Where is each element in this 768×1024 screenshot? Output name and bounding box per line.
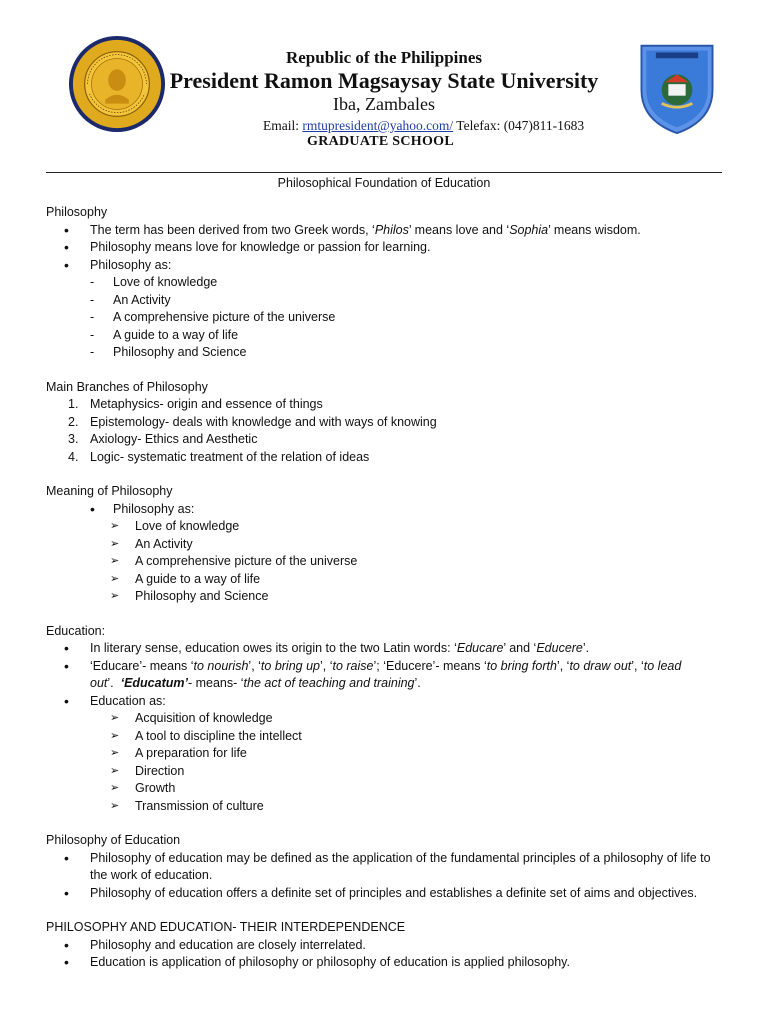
list-item: ➢ Acquisition of knowledge [46,710,726,728]
text-span: to raise [332,658,374,673]
meaning-arrow-list [46,518,726,606]
list-item: • Philosophy as: [46,257,726,275]
text-span: ’, ‘ [248,658,261,673]
text-span: to bring forth [486,658,557,673]
telefax-text: Telefax: (047)811-1683 [453,118,585,133]
section-heading-philosophy-of-education: Philosophy of Education [46,833,181,847]
email-link[interactable]: rmtupresident@yahoo.com/ [302,118,454,133]
list-item: • Education is application of philosophy or philosophy of education is applied philosophy. [46,954,726,972]
section-heading-philosophy: Philosophy [46,205,108,219]
list-item: • Philosophy and education are closely interrelated. [46,937,726,955]
text-span: Metaphysics- origin and essence of things [90,397,323,411]
text-span: ’ means wisdom. [548,222,641,237]
education-bullets [46,640,726,710]
branches-list [46,396,726,466]
list-item: ➢ Direction [46,763,726,781]
list-item: ➢ An Activity [46,536,726,554]
document-body [46,204,726,972]
text-span: In literary sense, education owes its origin to the two Latin words: ‘ [90,641,457,655]
list-item: 1. Metaphysics- origin and essence of things [68,397,323,411]
text-span: ‘Educare’- means ‘ [90,658,194,673]
text-span: ‘Educatum’ [120,676,188,690]
meaning-bullets [46,501,726,519]
document-title: Philosophical Foundation of Education [277,176,491,190]
list-item: • Education as: [46,693,726,711]
header-republic: Republic of the Philippines [285,48,482,67]
text-span: ’, ‘ [320,658,333,673]
header-city: Iba, Zambales [333,94,435,114]
text-span: Epistemology- deals with knowledge and with ways of knowing [90,414,437,429]
list-item: • Philosophy of education may be defined as the application of the fundamental principles of a philosophy of life to the work of education. [46,850,726,885]
list-item: ➢ Philosophy and Science [46,588,726,606]
philosophy-bullets [46,222,726,275]
header-divider [46,172,722,173]
list-item: 3. Axiology- Ethics and Aesthetic [68,432,258,446]
text-span: Axiology- Ethics and Aesthetic [90,432,258,446]
section-heading-interdependence: PHILOSOPHY AND EDUCATION- THEIR INTERDEPENDENCE [46,920,406,934]
email-label: Email: [263,118,303,133]
text-span: Educare [456,641,504,655]
list-item: • Philosophy of education offers a definite set of principles and establishes a definite set of aims and objectives. [46,885,726,903]
text-span: Logic- systematic treatment of the relation of ideas [90,449,370,464]
text-span: The term has been derived from two Greek words, ‘ [90,222,375,237]
list-item: - An Activity [46,292,726,310]
list-item: ➢ Love of knowledge [46,518,726,536]
text-span: ’, ‘ [631,658,644,673]
header-school: GRADUATE SCHOOL [307,134,454,149]
list-item: ➢ A tool to discipline the intellect [46,728,726,746]
list-item: - A guide to a way of life [46,327,726,345]
philosophy-of-education-bullets [46,850,726,903]
list-item: ➢ A preparation for life [46,745,726,763]
list-item: • Philosophy as: [46,501,726,519]
list-item: 2. Epistemology- deals with knowledge and with ways of knowing [68,414,437,429]
list-item: - Philosophy and Science [46,344,726,362]
text-span: to nourish [193,658,249,673]
text-span: to bring up [260,658,320,673]
list-item [46,658,726,693]
list-item: - A comprehensive picture of the universe [46,309,726,327]
text-span: to draw out [569,658,632,673]
header-university-name: President Ramon Magsaysay State University [169,68,599,93]
list-item: • Philosophy means love for knowledge or passion for learning. [46,239,726,257]
text-span: Sophia [509,222,549,237]
text-span: Philos [374,222,409,237]
list-item [46,222,726,240]
text-span: to lead out [90,658,682,690]
list-item: ➢ A comprehensive picture of the universe [46,553,726,571]
text-span: Educere [536,641,583,655]
text-span: ’ and ‘ [503,641,537,655]
interdependence-bullets [46,937,726,972]
section-heading-branches: Main Branches of Philosophy [46,379,208,394]
text-span: ’, ‘ [556,658,570,673]
list-item: ➢ Growth [46,780,726,798]
education-arrow-list [46,710,726,815]
text-span: ’; ‘Educere’- means ‘ [373,658,487,673]
list-item: ➢ Transmission of culture [46,798,726,816]
text-span: ’. [414,676,421,690]
section-heading-meaning: Meaning of Philosophy [46,484,173,498]
list-item: ➢ A guide to a way of life [46,571,726,589]
text-span: ’. [582,641,590,655]
section-heading-education: Education: [46,623,106,638]
list-item [46,640,726,658]
list-item: - Love of knowledge [46,274,726,292]
text-span: the act of teaching and training [243,676,415,690]
philosophy-as-list [46,274,726,362]
text-span: ’ means love and ‘ [408,222,510,237]
header-contact [263,118,584,134]
text-span: - means- ‘ [187,676,244,690]
text-span: ’. [107,676,121,690]
list-item: 4. Logic- systematic treatment of the relation of ideas [68,449,370,464]
